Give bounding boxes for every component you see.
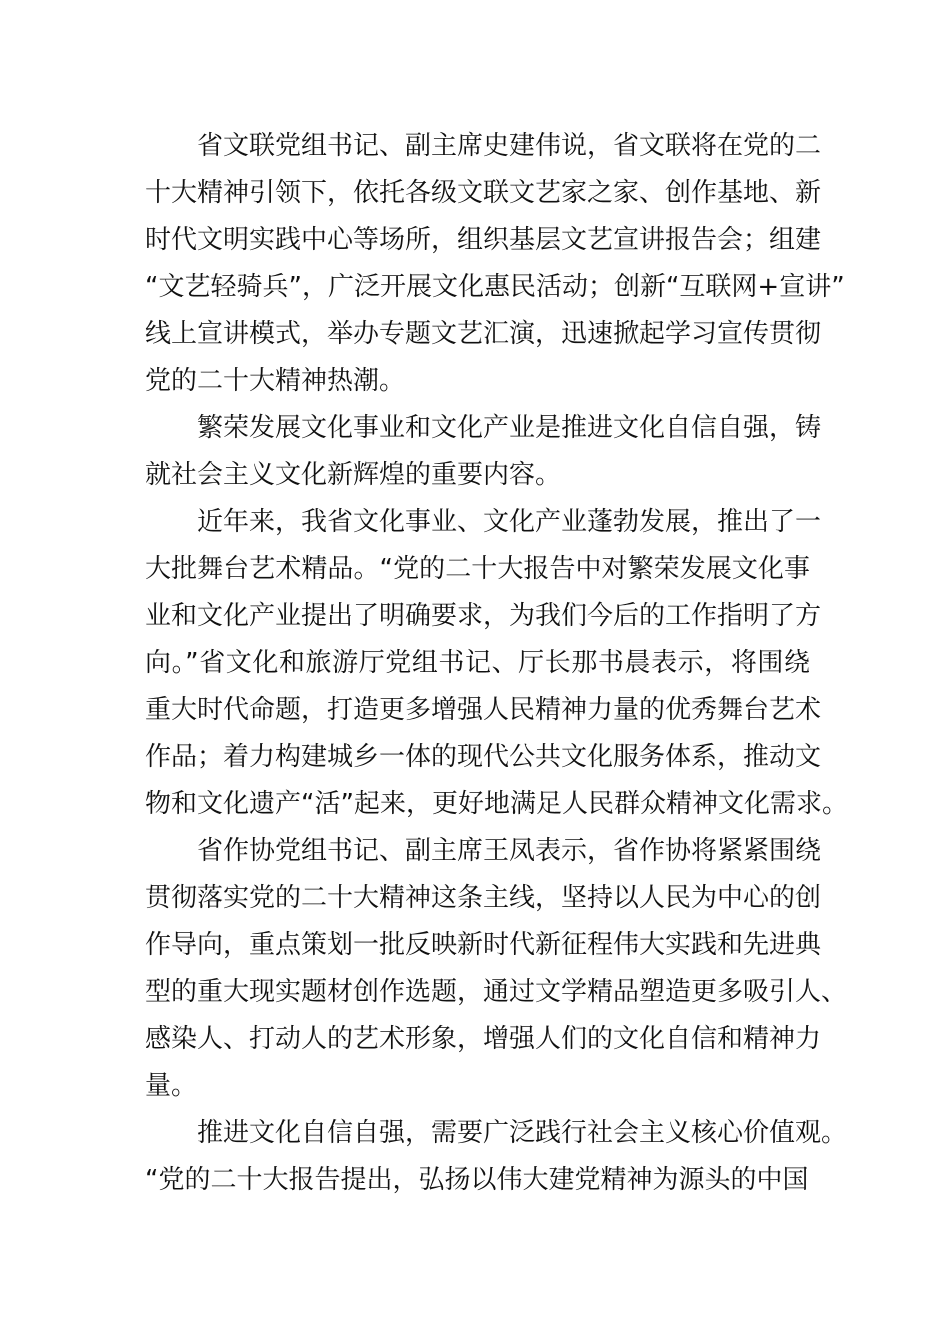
text-line: 业和文化产业提出了明确要求，为我们今后的工作指明了方 xyxy=(145,601,822,631)
text-line: 作导向，重点策划一批反映新时代新征程伟大实践和先进典 xyxy=(145,930,822,960)
text-line: 线上宣讲模式，举办专题文艺汇演，迅速掀起学习宣传贯彻 xyxy=(145,319,822,349)
text-line: 型的重大现实题材创作选题，通过文学精品塑造更多吸引人、 xyxy=(145,977,848,1007)
text-line: 量。 xyxy=(145,1071,198,1101)
text-line: 繁荣发展文化事业和文化产业是推进文化自信自强，铸 xyxy=(197,413,822,443)
paragraph-4 xyxy=(145,828,848,1110)
text-line: 推进文化自信自强，需要广泛践行社会主义核心价值观。 xyxy=(197,1118,848,1148)
text-line: 向。”省文化和旅游厅党组书记、厅长那书晨表示，将围绕 xyxy=(145,648,810,678)
text-line: 党的二十大精神热潮。 xyxy=(145,366,406,396)
document-body xyxy=(145,123,848,1204)
text-line: 省文联党组书记、副主席史建伟说，省文联将在党的二 xyxy=(197,131,822,161)
paragraph-2 xyxy=(145,405,822,499)
text-line: 物和文化遗产“活”起来，更好地满足人民群众精神文化需求。 xyxy=(145,789,848,819)
text-line: 省作协党组书记、副主席王凤表示，省作协将紧紧围绕 xyxy=(197,836,822,866)
paragraph-3 xyxy=(145,499,848,828)
paragraph-1 xyxy=(145,123,845,405)
text-line: 时代文明实践中心等场所，组织基层文艺宣讲报告会；组建 xyxy=(145,225,822,255)
text-line: 近年来，我省文化事业、文化产业蓬勃发展，推出了一 xyxy=(197,507,822,537)
text-line: 大批舞台艺术精品。“党的二十大报告中对繁荣发展文化事 xyxy=(145,554,810,584)
text-line: “党的二十大报告提出，弘扬以伟大建党精神为源头的中国 xyxy=(145,1165,809,1195)
text-line: 作品；着力构建城乡一体的现代公共文化服务体系，推动文 xyxy=(145,742,822,772)
text-line: 感染人、打动人的艺术形象，增强人们的文化自信和精神力 xyxy=(145,1024,822,1054)
text-line: 贯彻落实党的二十大精神这条主线，坚持以人民为中心的创 xyxy=(145,883,822,913)
text-line: 就社会主义文化新辉煌的重要内容。 xyxy=(145,460,562,490)
paragraph-5 xyxy=(145,1110,848,1204)
text-line: 十大精神引领下，依托各级文联文艺家之家、创作基地、新 xyxy=(145,178,822,208)
text-line: 重大时代命题，打造更多增强人民精神力量的优秀舞台艺术 xyxy=(145,695,822,725)
text-line: “文艺轻骑兵”，广泛开展文化惠民活动；创新“互联网+宣讲” xyxy=(145,272,845,302)
